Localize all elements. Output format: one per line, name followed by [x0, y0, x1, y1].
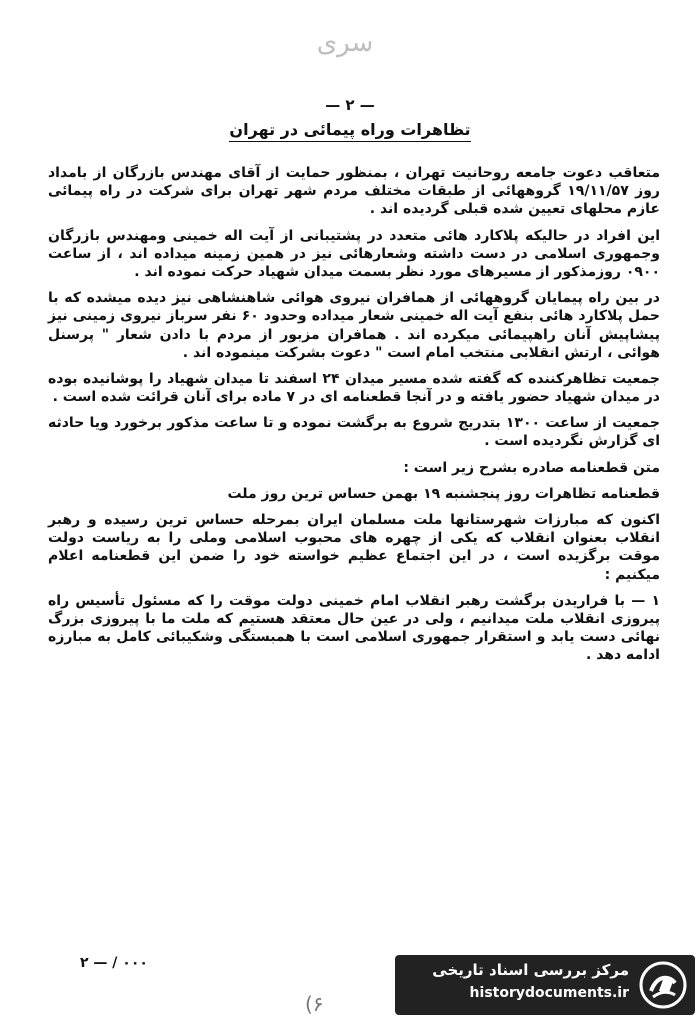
paragraph: متعاقب دعوت جامعه روحانیت تهران ، بمنظور حمایت از آقای مهندس بازرگان از بامداد روز ۱۹/۱۱/۵۷ گروههائی از طبقات مختلف مردم شهر تهران برای شرکت در راه پیمائی عازم محلهای تعیین شده قبلی گردیده اند . — [48, 165, 660, 218]
paragraph: اکنون که مبارزات شهرستانها ملت مسلمان ایران بمرحله حساس ترین رسیده و رهبر انقلاب بعنوان انقلاب که یکی از چهره های محبوب اسلامی وملی را به ریاست دولت موقت برگزیده است ، در این اجتماع عظیم خواسته خود را ضمن این قطعنامه اعلام میکنیم : — [48, 512, 660, 583]
paragraph: جمعیت از ساعت ۱۳۰۰ بتدریج شروع به برگشت نموده و تا ساعت مذکور برخورد ویا حادثه ای گزارش نگردیده است . — [48, 415, 660, 450]
paragraph: جمعیت تظاهرکننده که گفته شده مسیر میدان ۲۴ اسفند تا میدان شهیاد را پوشانیده بوده در میدان شهیاد حضور یافته و در آنجا قطعنامه ای در ۷ ماده برای آنان قرائت شده است . — [48, 370, 660, 406]
paragraph: ۱ — با فراریدن برگشت رهبر انقلاب امام خمینی دولت موقت را که مسئول تأسیس راه پیروزی انقلاب ملت میدانیم ، ولی در عین حال معتقد هستیم که ملت ما با پیروزی بزرگ نهائی دست یابد و استقرار جمهوری اسلامی است با همبستگی وشکیبائی کامل به مبارزه ادامه دهد . — [48, 592, 660, 664]
paragraph: قطعنامه تظاهرات روز پنجشنبه ۱۹ بهمن حساس ترین روز ملت — [227, 485, 660, 502]
watermark-banner — [395, 955, 695, 1015]
document-title — [0, 120, 700, 139]
document-body — [48, 164, 660, 673]
footer-reference: ۲ — / ۰۰۰ — [80, 955, 148, 971]
footer-mark: (۶ — [305, 992, 324, 1016]
page-number: — ۲ — — [325, 96, 375, 114]
classification-stamp: سری — [316, 28, 374, 58]
document-center-logo-icon — [639, 961, 687, 1009]
watermark-text: مرکز بررسی اسناد تاریخی — [432, 961, 629, 979]
paragraph: این افراد در حالیکه پلاکارد هائی متعدد در پشتیبانی از آیت اله خمینی ومهندس بازرگان وجمهوری اسلامی در دست داشته وشعارهائی نیز در همین زمینه میداده اند ، از ساعت ۰۹۰۰ روزمذکور از مسیرهای مورد نظر بسمت میدان شهیاد حرکت نموده اند . — [48, 227, 660, 280]
document-title-text: تظاهرات وراه پیمائی در تهران — [229, 120, 470, 142]
watermark-url: historydocuments.ir — [469, 985, 629, 1001]
paragraph: متن قطعنامه صادره بشرح زیر است : — [403, 459, 660, 476]
paragraph: در بین راه پیمایان گروههائی از همافران نیروی هوائی شاهنشاهی نیز دیده میشده که با حمل پلاکارد هائی بنفع آیت اله خمینی شعار میداده وحدود ۶۰ نفر سرباز نیروی زمینی نیز پیشاپیش آنان راهپیمائی میکرده اند . همافران مزبور از مردم با دادن شعار " پرسنل هوائی ، ارتش انقلابی منتخب امام است " دعوت بشرکت مینموده اند . — [48, 290, 660, 361]
